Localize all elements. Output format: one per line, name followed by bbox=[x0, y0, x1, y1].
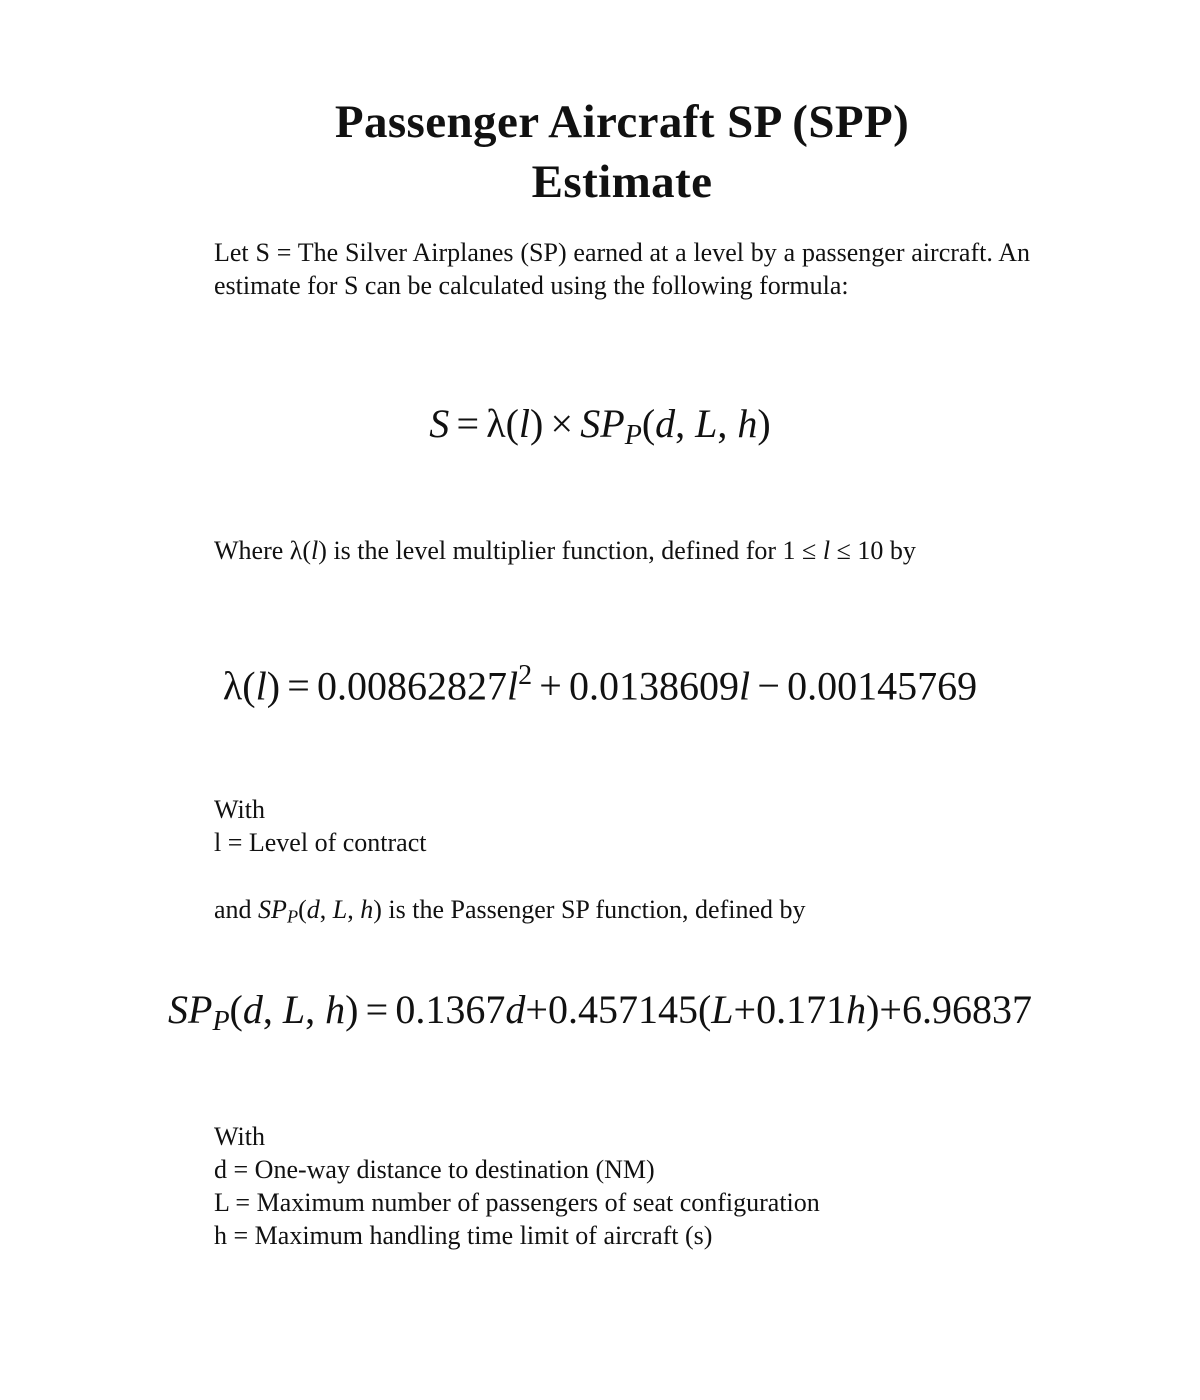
and-sp: SP bbox=[258, 895, 287, 924]
eq1-args-close: ) bbox=[757, 401, 771, 446]
and-sub: P bbox=[286, 906, 299, 927]
with-label-1: With bbox=[214, 795, 265, 824]
eq2-plus: + bbox=[539, 663, 562, 709]
where-paragraph bbox=[214, 534, 1030, 567]
eq3-h2: h bbox=[846, 987, 867, 1032]
and-paragraph bbox=[214, 893, 1030, 934]
equation-level-multiplier bbox=[0, 660, 1200, 709]
equation-sp-estimate bbox=[0, 400, 1200, 452]
and-prefix: and bbox=[214, 895, 259, 924]
variable-definitions bbox=[214, 1120, 1030, 1252]
eq1-L: L bbox=[695, 401, 718, 446]
eq3-sp: SP bbox=[168, 987, 213, 1032]
eq2-close: ) bbox=[266, 663, 281, 709]
eq3-k4: 6.96837 bbox=[901, 987, 1032, 1032]
where-l: l bbox=[311, 536, 319, 565]
eq1-times: × bbox=[550, 401, 574, 446]
eq1-args-open: ( bbox=[641, 401, 656, 446]
eq3-comma2: , bbox=[305, 987, 326, 1032]
eq1-comma2: , bbox=[717, 401, 738, 446]
eq1-equals: = bbox=[456, 401, 479, 446]
and-d: d bbox=[306, 895, 320, 924]
where-suffix: ≤ 10 by bbox=[830, 536, 916, 565]
eq2-coef2: 0.0138609 bbox=[569, 663, 740, 709]
where-close: ) bbox=[318, 536, 327, 565]
eq3-plus2: + bbox=[733, 987, 757, 1032]
and-suffix: is the Passenger SP function, defined by bbox=[381, 895, 806, 924]
eq1-lambda: λ( bbox=[486, 401, 519, 446]
eq2-l: l bbox=[255, 663, 267, 709]
eq2-coef3: 0.00145769 bbox=[787, 663, 978, 709]
level-definition bbox=[214, 793, 1030, 859]
eq3-L: L bbox=[282, 987, 306, 1032]
and-args-open: ( bbox=[298, 895, 307, 924]
level-def: l = Level of contract bbox=[214, 828, 427, 857]
equation-passenger-sp bbox=[0, 986, 1200, 1038]
and-L: L bbox=[332, 895, 348, 924]
eq3-h: h bbox=[325, 987, 346, 1032]
eq3-args-open: ( bbox=[229, 987, 243, 1032]
eq3-d2: d bbox=[505, 987, 526, 1032]
eq3-equals: = bbox=[365, 987, 389, 1032]
title-line-1: Passenger Aircraft SP (SPP) bbox=[334, 96, 910, 148]
eq2-l-linear: l bbox=[739, 663, 751, 709]
eq2-coef1: 0.00862827 bbox=[316, 663, 507, 709]
eq1-sp: SP bbox=[580, 401, 625, 446]
and-comma2: , bbox=[347, 895, 361, 924]
title-line-2: Estimate bbox=[531, 156, 713, 208]
handling-time-def: h = Maximum handling time limit of aircraft (s) bbox=[214, 1221, 713, 1250]
eq3-k1: 0.1367 bbox=[395, 987, 506, 1032]
eq2-equals: = bbox=[287, 663, 310, 709]
eq3-close2: ) bbox=[866, 987, 880, 1032]
and-comma1: , bbox=[319, 895, 333, 924]
eq3-plus1: + bbox=[525, 987, 548, 1032]
where-lambda: λ( bbox=[289, 536, 312, 565]
eq2-minus: − bbox=[757, 663, 780, 709]
eq1-close: ) bbox=[530, 401, 544, 446]
eq3-sub: P bbox=[212, 1006, 230, 1037]
where-l2: l bbox=[822, 536, 831, 565]
eq1-l: l bbox=[518, 401, 531, 446]
with-label-2: With bbox=[214, 1122, 265, 1151]
intro-paragraph: Let S = The Silver Airplanes (SP) earned at a level by a passenger aircraft. An estimate for S can be calculated using the following formula: bbox=[214, 238, 1030, 300]
eq3-args-close: ) bbox=[345, 987, 359, 1032]
eq3-plus3: + bbox=[879, 987, 902, 1032]
where-mid: is the level multiplier function, defined for 1 ≤ bbox=[326, 536, 823, 565]
eq1-h: h bbox=[737, 401, 758, 446]
page-title bbox=[150, 92, 1094, 212]
eq3-L2: L bbox=[711, 987, 734, 1032]
eq1-lhs: S bbox=[429, 401, 450, 446]
eq2-l-squared: l bbox=[506, 663, 519, 709]
eq3-k2: 0.457145( bbox=[547, 987, 712, 1032]
eq3-comma1: , bbox=[262, 987, 283, 1032]
passengers-def: L = Maximum number of passengers of seat configuration bbox=[214, 1188, 820, 1217]
where-prefix: Where bbox=[214, 536, 290, 565]
distance-def: d = One-way distance to destination (NM) bbox=[214, 1155, 655, 1184]
eq2-power: 2 bbox=[518, 660, 533, 691]
and-args-close: ) bbox=[373, 895, 382, 924]
and-h: h bbox=[360, 895, 374, 924]
eq3-d: d bbox=[242, 987, 263, 1032]
eq1-sub: P bbox=[624, 420, 642, 451]
eq1-d: d bbox=[655, 401, 676, 446]
eq1-comma1: , bbox=[675, 401, 696, 446]
eq3-k3: 0.171 bbox=[756, 987, 847, 1032]
eq2-lambda: λ( bbox=[222, 663, 256, 709]
